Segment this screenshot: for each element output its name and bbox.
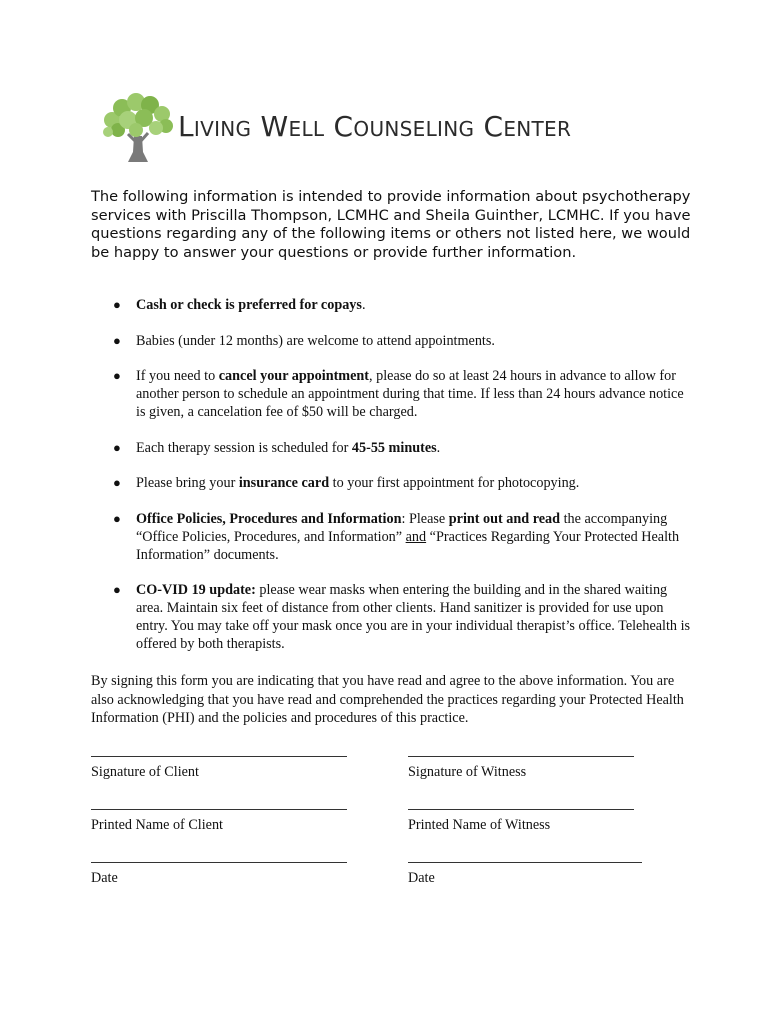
witness-printed-name-field[interactable] [408, 809, 634, 834]
client-signature-field[interactable] [91, 756, 347, 781]
witness-printed-name-line[interactable] [408, 809, 634, 810]
bullet-icon: ● [113, 439, 121, 455]
letterhead [100, 92, 680, 172]
client-date-line[interactable] [91, 862, 347, 863]
witness-date-field[interactable] [408, 862, 642, 887]
list-item: ● Cash or check is preferred for copays. [113, 297, 366, 313]
list-item: ● If you need to cancel your appointment, please do so at least 24 hours in advance to allow for another person to schedule an appointment during that time. If less than 24 hours advance notice is given, a cancelation fee of $50 will be charged. [113, 368, 684, 420]
bullet-icon: ● [113, 582, 121, 597]
list-item: ● CO-VID 19 update: please wear masks when entering the building and in the shared waiting area. Maintain six feet of distance from other clients. Hand sanitizer is provided for use upon entry. You may take off your mask once you are in your individual therapist’s office. Telehealth is offered by both therapists. [113, 582, 691, 652]
witness-signature-line[interactable] [408, 756, 634, 757]
intro-paragraph: The following information is intended to provide information about psychotherapy services with Priscilla Thompson, LCMHC and Sheila Guinther, LCMHC. If you have questions regarding any of the following items or others not listed here, we would be happy to answer your questions or provide further information. [91, 188, 691, 261]
witness-printed-name-label: Printed Name of Witness [408, 817, 551, 833]
client-signature-label: Signature of Client [91, 764, 199, 780]
client-printed-name-label: Printed Name of Client [91, 817, 223, 833]
witness-date-line[interactable] [408, 862, 642, 863]
bullet-icon: ● [113, 297, 121, 312]
list-item: ● Each therapy session is scheduled for 45-55 minutes. [113, 439, 441, 456]
center-name: Living Well Counseling Center [178, 110, 572, 143]
client-printed-name-line[interactable] [91, 809, 347, 810]
client-date-label: Date [91, 870, 118, 886]
witness-signature-field[interactable] [408, 756, 634, 781]
bullet-icon: ● [113, 368, 121, 383]
policy-list [91, 296, 691, 671]
list-item: ● Please bring your insurance card to your first appointment for photocopying. [113, 475, 580, 491]
copay-bold: Cash or check is preferred for copays [136, 297, 362, 313]
bullet-icon: ● [113, 510, 121, 526]
list-item: ● Office Policies, Procedures and Information: Please print out and read the accompanying “Office Policies, Procedures, and Information” and “Practices Regarding Your Protected Health Information” documents. [113, 510, 680, 563]
bullet-icon: ● [113, 475, 121, 490]
client-printed-name-field[interactable] [91, 809, 347, 834]
client-signature-line[interactable] [91, 756, 347, 757]
client-date-field[interactable] [91, 862, 347, 887]
list-item: ● Babies (under 12 months) are welcome to attend appointments. [113, 332, 495, 349]
bullet-icon: ● [113, 332, 121, 348]
acknowledgement-paragraph: By signing this form you are indicating that you have read and agree to the above information. You are also acknowledging that you have read and comprehended the practices regarding your Protected Health Information (PHI) and the policies and procedures of this practice. [91, 673, 684, 726]
witness-signature-label: Signature of Witness [408, 764, 527, 780]
tree-logo-icon [100, 92, 176, 168]
witness-date-label: Date [408, 870, 435, 886]
